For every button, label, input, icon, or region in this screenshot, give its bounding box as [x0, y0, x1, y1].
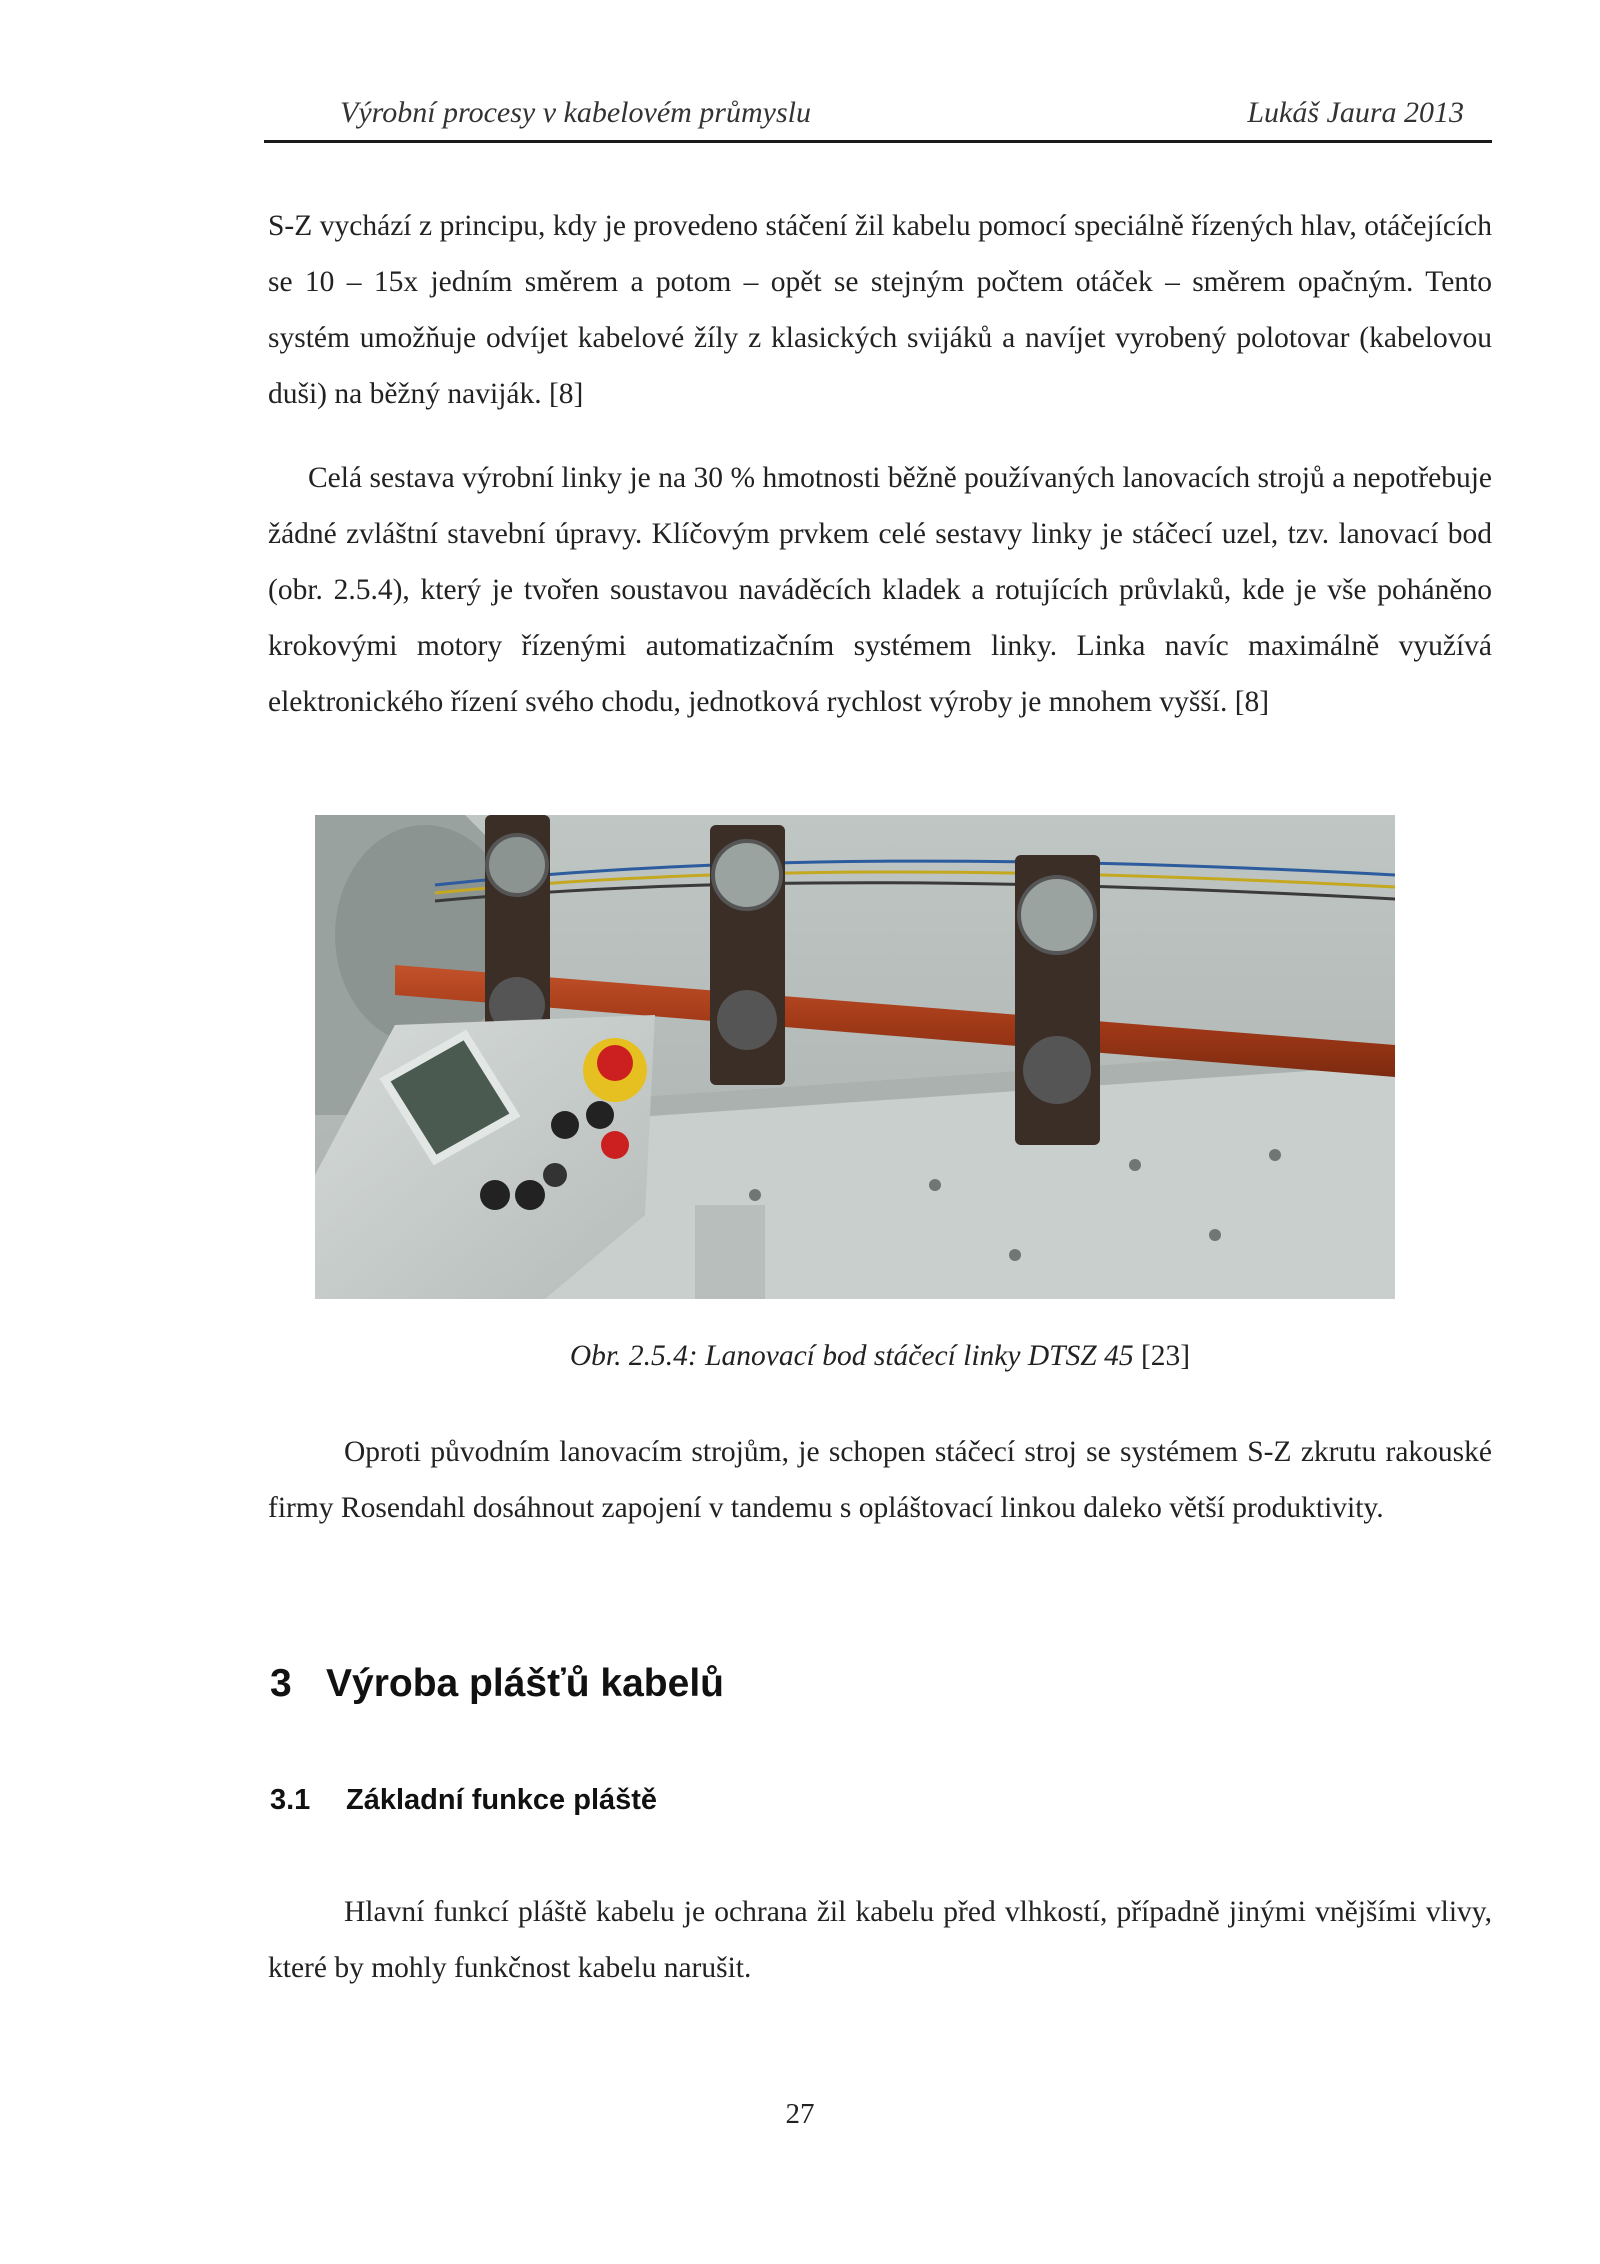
subsection-heading — [270, 1784, 657, 1817]
paragraph-sz-principle: S-Z vychází z principu, kdy je provedeno stáčení žil kabelu pomocí speciálně řízených hlav, otáčejících se 10 – 15x jedním směrem a potom – opět se stejným počtem otáček – směrem opačným. Tento systém umožňuje odvíjet kabelové žíly z klasických svijáků a navíjet vyrobený polotovar (kabelovou duši) na běžný naviják. [8] — [268, 210, 1492, 410]
paragraph-line-assembly: Celá sestava výrobní linky je na 30 % hmotnosti běžně používaných lanovacích strojů a nepotřebuje žádné zvláštní stavební úpravy. Klíčovým prvkem celé sestavy linky je stáčecí uzel, tzv. lanovací bod (obr. 2.5.4), který je tvořen soustavou naváděcích kladek a rotujících průvlaků, kde je vše poháněno krokovými motory řízenými automatizačním systémem linky. Linka navíc maximálně využívá elektronického řízení svého chodu, jednotková rychlost výroby je mnohem vyšší. [8] — [268, 462, 1492, 718]
page-number: 27 — [785, 2098, 815, 2130]
section-number: 3 — [270, 1662, 292, 1705]
figure-caption — [268, 1340, 1492, 1373]
header-title: Výrobní procesy v kabelovém průmyslu — [340, 96, 811, 129]
subsection-title: Základní funkce pláště — [346, 1784, 658, 1816]
caption-reference: [23] — [1133, 1340, 1191, 1372]
machine-photo-illustration — [315, 815, 1395, 1299]
figure-stranding-point-photo — [315, 815, 1395, 1299]
running-header — [264, 92, 1492, 143]
caption-text: Obr. 2.5.4: Lanovací bod stáčecí linky DTSZ 45 — [569, 1340, 1134, 1372]
section-title: Výroba plášťů kabelů — [326, 1662, 724, 1705]
section-heading — [270, 1662, 724, 1706]
subsection-number: 3.1 — [270, 1784, 311, 1816]
paragraph-productivity: Oproti původním lanovacím strojům, je schopen stáčecí stroj se systémem S-Z zkrutu rakouské firmy Rosendahl dosáhnout zapojení v tandemu s opláštovací linkou daleko větší produktivity. — [268, 1436, 1492, 1524]
header-author-year: Lukáš Jaura 2013 — [1247, 96, 1464, 129]
paragraph-sheath-function: Hlavní funkcí pláště kabelu je ochrana žil kabelu před vlhkostí, případně jinými vnějšími vlivy, které by mohly funkčnost kabelu narušit. — [268, 1896, 1492, 1984]
